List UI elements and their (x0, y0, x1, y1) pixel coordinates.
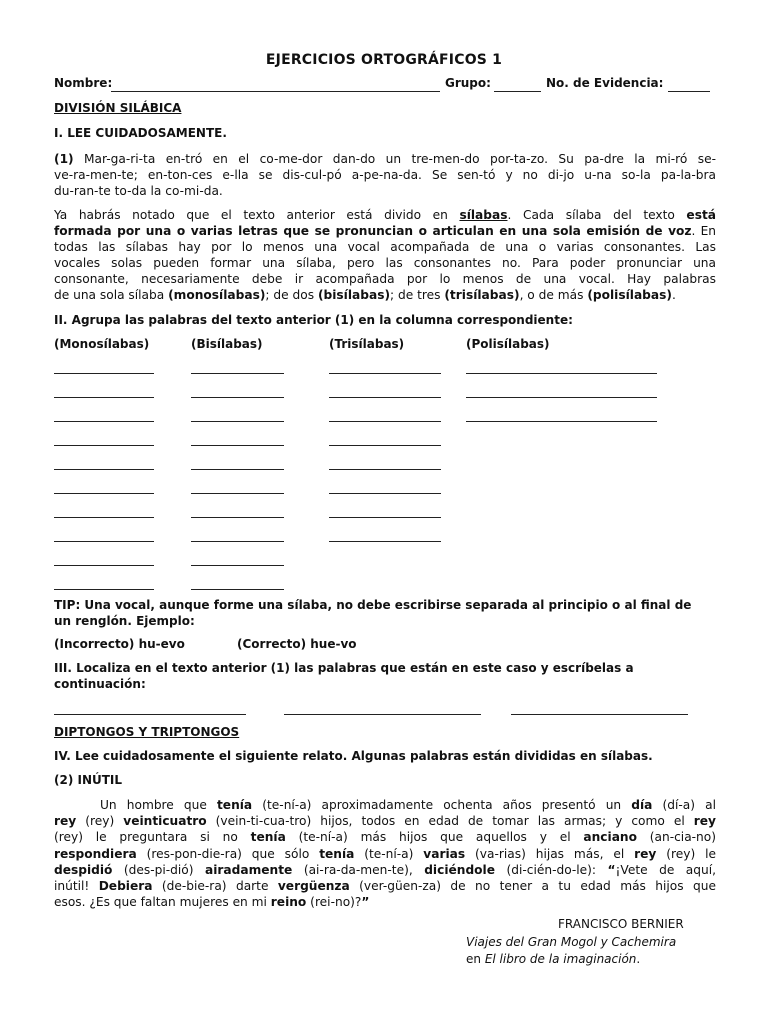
story-word: airadamente (205, 862, 293, 877)
tip-correct-example: (Correcto) hue-vo (237, 637, 357, 651)
story-text: (res-pon-die-ra) que sólo (136, 846, 320, 861)
story-word: tenía (216, 798, 253, 812)
attribution-author: FRANCISCO BERNIER (558, 917, 684, 931)
text-1-line: du-ran-te to-da la co-mi-da. (54, 184, 223, 198)
attribution-book (466, 935, 676, 949)
instruction-2: II. Agrupa las palabras del texto anterior (1) en la columna correspondiente: (54, 313, 573, 327)
answer-line-3[interactable] (284, 714, 481, 715)
answer-line-monosilabas[interactable] (54, 565, 154, 566)
explanation-bold: formada por una o varias letras que se pronuncian o articulan en una sola emisión de voz (54, 224, 692, 238)
story-text: esos. ¿Es que faltan mujeres en mi (54, 895, 271, 910)
story-word: reino (270, 895, 307, 910)
answer-line-trisilabas[interactable] (329, 469, 441, 470)
group-label: Grupo: (445, 76, 491, 90)
instruction-1: I. LEE CUIDADOSAMENTE. (54, 126, 227, 140)
attribution-source (466, 952, 640, 966)
group-field[interactable] (494, 91, 541, 92)
story-text: (de-bie-ra) darte (152, 879, 278, 894)
answer-line-bisilabas[interactable] (191, 517, 284, 518)
story-text: (te-ní-a) aproximadamente ochenta años presentó un (252, 798, 632, 812)
explanation-text: . (671, 288, 676, 302)
story-title: (2) INÚTIL (54, 773, 123, 787)
story-quote: “ (607, 862, 616, 877)
story-text: (rey) le (656, 846, 716, 861)
attribution-book-title: Viajes del Gran Mogol y Cachemira (466, 935, 677, 949)
explanation-bold: (trisílabas) (444, 288, 520, 302)
answer-line-bisilabas[interactable] (191, 421, 284, 422)
answer-line-trisilabas[interactable] (329, 373, 441, 374)
story-text: (vein-ti-cua-tro) hijos, todos en edad de tomar las armas; y como el (206, 814, 694, 829)
text-1-line: ve-ra-men-te; en-ton-ces e-lla se dis-cul-pó a-pe-na-da. Se sen-tó y no di-jo u-na so-la pa-la-bra (54, 168, 716, 182)
story-text: (va-rias) hijas más, el (465, 846, 635, 861)
answer-line-trisilabas[interactable] (329, 397, 441, 398)
story-word: anciano (583, 830, 637, 845)
answer-line-3[interactable] (54, 714, 246, 715)
answer-line-bisilabas[interactable] (191, 469, 284, 470)
explanation-bold: está (686, 208, 716, 222)
story-text: (ai-ra-da-men-te), (292, 862, 425, 877)
answer-line-polisilabas[interactable] (466, 397, 657, 398)
tip-incorrect-example: (Incorrecto) hu-evo (54, 637, 185, 651)
answer-line-bisilabas[interactable] (191, 589, 284, 590)
story-word: diciéndole (424, 862, 495, 877)
answer-line-monosilabas[interactable] (54, 445, 154, 446)
instruction-3-cont: continuación: (54, 677, 146, 691)
explanation-text: ; de tres (390, 288, 445, 302)
explanation-text: consonante, necesariamente debe ir acompañada por lo menos de una vocal. Hay palabras (54, 272, 716, 286)
explanation-text: , o de más (519, 288, 588, 302)
explanation-text: ; de dos (265, 288, 318, 302)
attribution-source-prefix: en (466, 952, 485, 966)
story-word: tenía (319, 846, 355, 861)
story-quote: ” (361, 895, 370, 910)
column-header-monosilabas: (Monosílabas) (54, 337, 150, 351)
story-text: ¡Vete de aquí, (615, 862, 716, 877)
story-word: varias (423, 846, 466, 861)
answer-line-polisilabas[interactable] (466, 421, 657, 422)
answer-line-monosilabas[interactable] (54, 517, 154, 518)
story-text: (ver-güen-za) de no tener a tu edad más hijos que (349, 879, 716, 894)
answer-line-bisilabas[interactable] (191, 373, 284, 374)
instruction-4: IV. Lee cuidadosamente el siguiente relato. Algunas palabras están divididas en sílabas. (54, 749, 653, 763)
story-word: despidió (54, 862, 113, 877)
answer-line-monosilabas[interactable] (54, 493, 154, 494)
answer-line-trisilabas[interactable] (329, 517, 441, 518)
explanation-bold: (polisílabas) (587, 288, 672, 302)
answer-line-bisilabas[interactable] (191, 565, 284, 566)
evidence-field[interactable] (668, 91, 710, 92)
answer-line-trisilabas[interactable] (329, 541, 441, 542)
explanation-bold: sílabas (459, 208, 508, 222)
answer-line-monosilabas[interactable] (54, 421, 154, 422)
attribution-source-suffix: . (636, 952, 641, 966)
answer-line-bisilabas[interactable] (191, 397, 284, 398)
explanation-bold: (bisílabas) (317, 288, 391, 302)
answer-line-trisilabas[interactable] (329, 493, 441, 494)
story-word: rey (634, 846, 657, 861)
answer-line-monosilabas[interactable] (54, 469, 154, 470)
name-field[interactable] (111, 91, 440, 92)
column-header-trisilabas: (Trisílabas) (329, 337, 405, 351)
story-word: respondiera (54, 846, 137, 861)
answer-line-polisilabas[interactable] (466, 373, 657, 374)
answer-line-3[interactable] (511, 714, 688, 715)
story-text: (te-ní-a) más hijos que aquellos y el (285, 830, 584, 845)
story-text: (an-cia-no) (636, 830, 716, 845)
story-text: (rey) le preguntara si no (54, 830, 251, 845)
instruction-3: III. Localiza en el texto anterior (1) las palabras que están en este caso y escríbelas a (54, 661, 634, 675)
explanation-text: de una sola sílaba (54, 288, 169, 302)
name-label: Nombre: (54, 76, 113, 90)
text-1-number: (1) (54, 152, 74, 166)
attribution-source-title: El libro de la imaginación (484, 952, 637, 966)
tip-line: un renglón. Ejemplo: (54, 614, 195, 628)
explanation-text: Ya habrás notado que el texto anterior está divido en (54, 208, 460, 222)
story-paragraph (54, 797, 716, 910)
answer-line-bisilabas[interactable] (191, 445, 284, 446)
explanation-paragraph (54, 207, 716, 303)
answer-line-trisilabas[interactable] (329, 445, 441, 446)
answer-line-monosilabas[interactable] (54, 373, 154, 374)
story-word: rey (693, 814, 716, 829)
answer-line-bisilabas[interactable] (191, 541, 284, 542)
story-text: (te-ní-a) (354, 846, 424, 861)
section-heading-diptongos: DIPTONGOS Y TRIPTONGOS (54, 725, 240, 739)
story-text: (rey) (76, 814, 124, 829)
story-text: (rei-no)? (306, 895, 362, 910)
explanation-text: . Cada sílaba del texto (507, 208, 687, 222)
explanation-bold: (monosílabas) (168, 288, 266, 302)
tip-line: TIP: Una vocal, aunque forme una sílaba, no debe escribirse separada al principio o al final de (54, 598, 692, 612)
explanation-text: . En (691, 224, 716, 238)
story-word: Debiera (98, 879, 153, 894)
explanation-text: vocales solas pueden formar una sílaba, pero las consonantes no. Para poder pronunciar una (54, 256, 716, 270)
story-text: Un hombre que (100, 798, 217, 812)
column-header-bisilabas: (Bisílabas) (191, 337, 263, 351)
story-word: rey (54, 814, 77, 829)
column-header-polisilabas: (Polisílabas) (466, 337, 550, 351)
story-text: (des-pi-dió) (112, 862, 205, 877)
story-text: inútil! (54, 879, 99, 894)
text-1 (54, 151, 716, 199)
story-text: (dí-a) al (652, 798, 716, 812)
evidence-label: No. de Evidencia: (546, 76, 664, 90)
answer-line-monosilabas[interactable] (54, 589, 154, 590)
answer-line-monosilabas[interactable] (54, 397, 154, 398)
story-word: veinticuatro (123, 814, 207, 829)
story-word: tenía (250, 830, 286, 845)
text-1-line: Mar-ga-ri-ta en-tró en el co-me-dor dan-do un tre-men-do por-ta-zo. Su pa-dre la mi-ró se- (84, 152, 716, 166)
story-text: (di-cién-do-le): (495, 862, 608, 877)
explanation-text: todas las sílabas hay por lo menos una vocal acompañada de una o varias consonantes. Las (54, 240, 716, 254)
answer-line-bisilabas[interactable] (191, 493, 284, 494)
section-heading-silabica: DIVISIÓN SILÁBICA (54, 101, 182, 115)
answer-line-trisilabas[interactable] (329, 421, 441, 422)
story-word: vergüenza (277, 879, 350, 894)
story-word: día (631, 798, 653, 812)
answer-line-monosilabas[interactable] (54, 541, 154, 542)
page-title: EJERCICIOS ORTOGRÁFICOS 1 (265, 52, 503, 68)
